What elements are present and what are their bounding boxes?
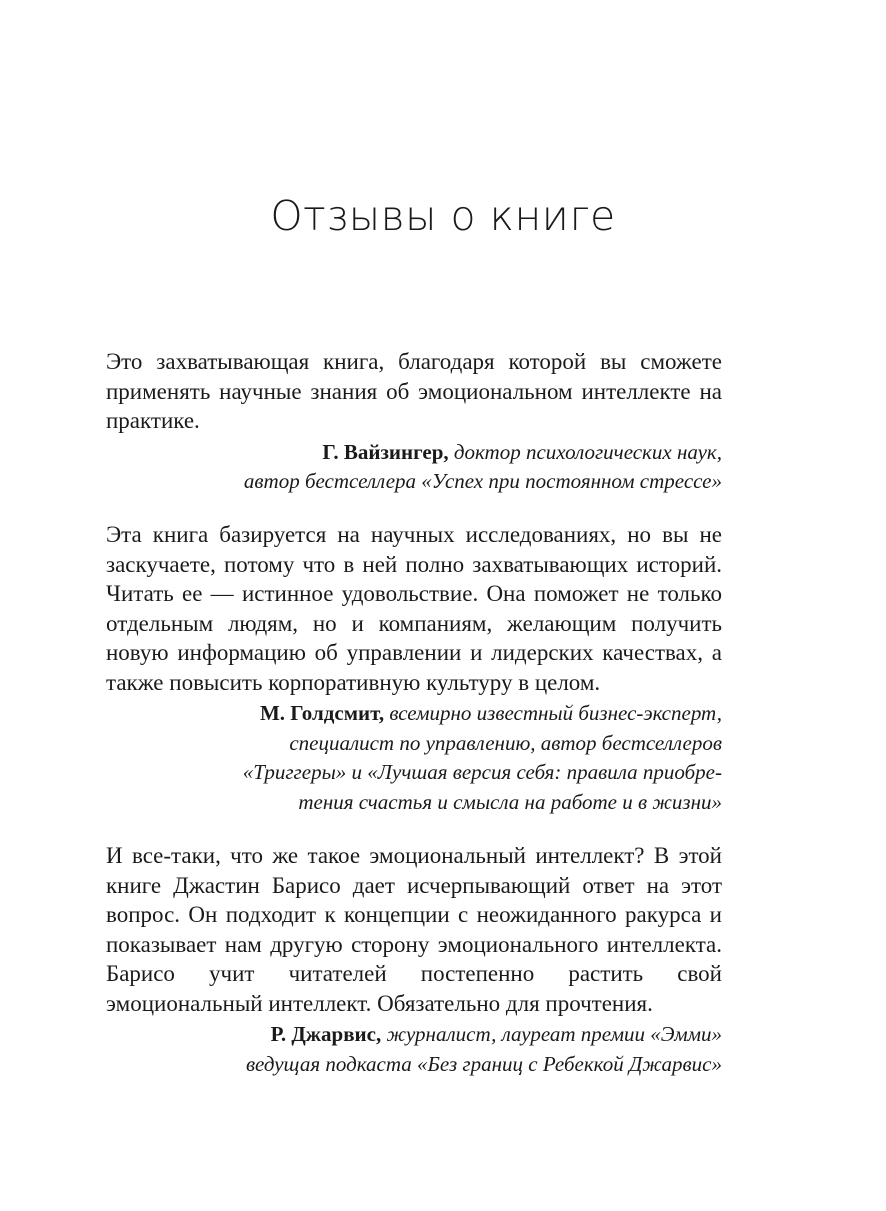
review-author: М. Голдсмит, [259, 701, 385, 725]
review-credentials: журналист, лауреат премии «Эмми» [386, 1022, 722, 1046]
review-weisinger [106, 347, 722, 497]
review-text: Это захватывающая книга, благодаря которой вы сможете применять научные знания об эмоциональном интеллекте на практике. [106, 349, 722, 433]
review-text: И все-таки, что же такое эмоциональный интеллект? В этой книге Джастин Барисо дает исчерпывающий ответ на этот вопрос. Он подходит к концепции с неожиданного ракурса и показывает нам другую сторону эмоционального интеллекта. Барисо учит читателей постепенно растить свой эмоциональный интеллект. Обязательно для прочтения. [106, 843, 722, 1016]
review-attribution [106, 438, 722, 497]
review-author: Р. Джарвис, [270, 1022, 382, 1046]
review-attribution [106, 1020, 722, 1079]
review-credentials: «Триггеры» и «Лучшая версия себя: правила приобре- [242, 760, 722, 784]
review-credentials: специалист по управлению, автор бестселлеров [289, 730, 722, 755]
review-credentials: ведущая подкаста «Без границ с Ребеккой Джарвис» [245, 1051, 722, 1076]
review-author: Г. Вайзингер, [322, 439, 449, 464]
review-credentials: доктор психологических наук, [453, 439, 722, 464]
review-credentials: всемирно известный бизнес-эксперт, [389, 701, 722, 725]
page-title: Отзывы о книге [270, 192, 616, 240]
review-attribution [106, 699, 722, 817]
review-credentials: автор бестселлера «Успех при постоянном стрессе» [243, 469, 722, 493]
review-jarvis [106, 841, 722, 1079]
review-credentials: тения счастья и смысла на работе и в жизни» [298, 789, 722, 814]
review-text: Эта книга базируется на научных исследованиях, но вы не заскучаете, потому что в ней полно захватывающих историй. Читать ее — истинное удовольствие. Она поможет не только отдельным людям, но и компаниям, желающим получить новую информацию об управлении и лидерских качествах, а также повысить корпоративную культуру в целом. [106, 522, 722, 695]
review-goldsmith [106, 520, 722, 817]
